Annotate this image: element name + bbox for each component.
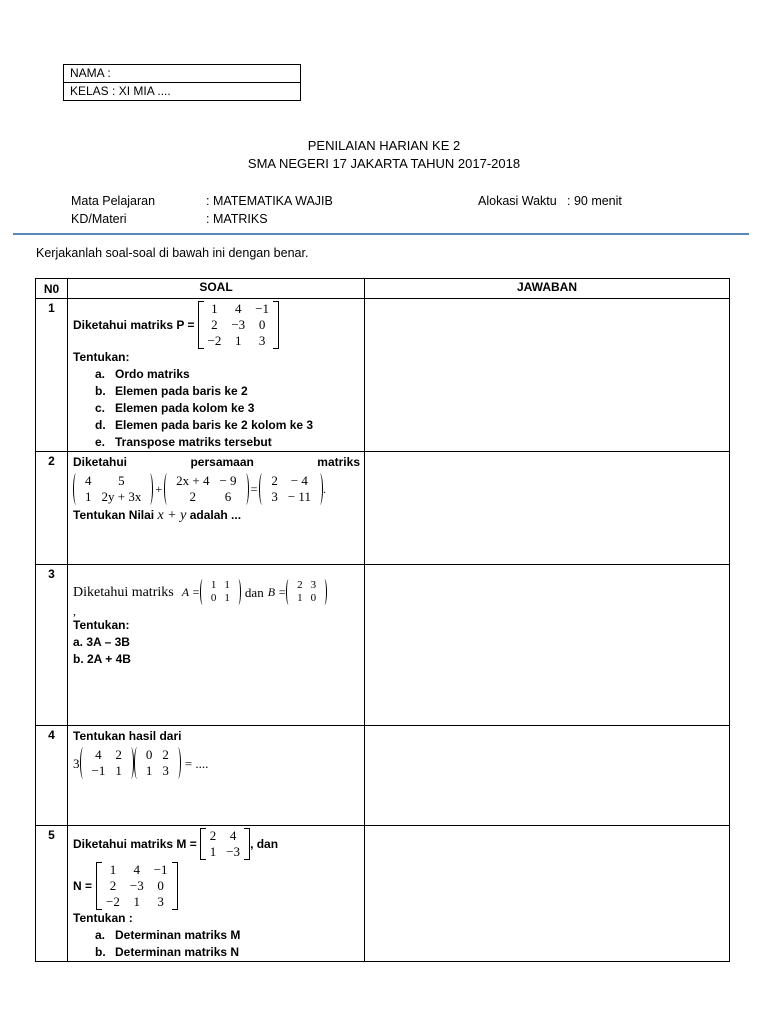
q2-matrix-2: 2x + 4 − 9 2 6 <box>164 473 248 505</box>
q3-dan: dan <box>244 584 264 600</box>
kd-value: : MATRIKS <box>206 212 268 226</box>
q2-soal <box>68 452 365 565</box>
q3-matrix-b: 2 3 1 0 <box>286 579 327 605</box>
list-item: b. 2A + 4B <box>73 652 131 666</box>
q1-tentukan: Tentukan: <box>73 350 130 364</box>
q5-answer-cell[interactable] <box>365 826 730 962</box>
q4-matrix-1: 4 2 −1 1 <box>80 747 134 779</box>
table-row <box>36 726 730 826</box>
table-row <box>36 826 730 962</box>
q3-matrix-a: 1 1 0 1 <box>200 579 241 605</box>
list-item: e. Transpose matriks tersebut <box>95 435 272 449</box>
identity-box <box>63 64 301 101</box>
q5-list <box>73 927 360 961</box>
q4-intro: Tentukan hasil dari <box>73 729 182 743</box>
q1-intro: Diketahui matriks P = <box>73 317 195 332</box>
subject-value: : MATEMATIKA WAJIB <box>206 194 333 208</box>
q2-equals: = <box>250 481 258 496</box>
table-row <box>36 299 730 452</box>
time-value: : 90 menit <box>567 194 622 208</box>
list-item: b. Elemen pada baris ke 2 <box>95 384 248 398</box>
col-no-header: N0 <box>36 279 68 299</box>
q1-list <box>73 366 360 451</box>
q1-matrix-p: 1 4 −1 2 −3 0 −2 1 3 <box>198 301 280 349</box>
q3-comma: , <box>73 604 76 618</box>
q3-number: 3 <box>36 565 68 726</box>
q1-soal <box>68 299 365 452</box>
q3-tentukan: Tentukan: <box>73 618 130 632</box>
q2-answer-cell[interactable] <box>365 452 730 565</box>
q5-number: 5 <box>36 826 68 962</box>
q2-matrix-3: 2 − 4 3 − 11 <box>259 473 323 505</box>
nama-field[interactable]: NAMA : <box>70 66 111 80</box>
q2-ask-pre: Tentukan Nilai <box>73 508 155 522</box>
q2-plus: + <box>155 481 163 496</box>
subject-label: Mata Pelajaran <box>71 194 156 208</box>
q3-intro: Diketahui matriks <box>73 584 174 600</box>
col-jawaban-header: JAWABAN <box>365 279 730 299</box>
list-item: a. Determinan matriks M <box>95 928 241 942</box>
table-header-row <box>36 279 730 299</box>
question-table <box>35 278 730 962</box>
q4-soal <box>68 726 365 826</box>
q5-intro: Diketahui matriks M = <box>73 836 197 851</box>
q5-n-label: N = <box>73 878 93 893</box>
q2-word2: persamaan <box>190 455 254 469</box>
q4-answer-cell[interactable] <box>365 726 730 826</box>
q4-number: 4 <box>36 726 68 826</box>
kelas-field[interactable]: KELAS : XI MIA .... <box>64 82 300 100</box>
q5-soal <box>68 826 365 962</box>
col-soal-header: SOAL <box>68 279 365 299</box>
q4-matrix-2: 0 2 1 3 <box>134 747 181 779</box>
q2-ask-post: adalah ... <box>189 508 242 522</box>
q2-dot: . <box>322 481 326 496</box>
instruction: Kerjakanlah soal-soal di bawah ini dengan benar. <box>36 246 309 260</box>
q3-soal <box>68 565 365 726</box>
q5-tentukan: Tentukan : <box>73 911 133 925</box>
q4-tail: = .... <box>184 755 209 771</box>
q4-scalar: 3 <box>73 755 80 771</box>
q3-answer-cell[interactable] <box>365 565 730 726</box>
q3-a-label: A = <box>181 584 200 599</box>
q2-matrix-1: 4 5 1 2y + 3x <box>73 473 153 505</box>
q2-number: 2 <box>36 452 68 565</box>
list-item: d. Elemen pada baris ke 2 kolom ke 3 <box>95 418 314 432</box>
q5-dan: , dan <box>250 836 279 851</box>
time-label: Alokasi Waktu <box>478 194 557 208</box>
table-row <box>36 452 730 565</box>
list-item: c. Elemen pada kolom ke 3 <box>95 401 255 415</box>
list-item: a. 3A – 3B <box>73 635 130 649</box>
q2-word3: matriks <box>317 455 360 469</box>
q5-matrix-n: 1 4 −1 2 −3 0 −2 1 3 <box>96 862 178 910</box>
kd-label: KD/Materi <box>71 212 127 226</box>
list-item: a. Ordo matriks <box>95 367 190 381</box>
header-divider <box>13 233 749 235</box>
header-line2: SMA NEGERI 17 JAKARTA TAHUN 2017-2018 <box>247 156 521 171</box>
q1-answer-cell[interactable] <box>365 299 730 452</box>
table-row <box>36 565 730 726</box>
header-line1: PENILAIAN HARIAN KE 2 <box>307 138 461 153</box>
q1-number: 1 <box>36 299 68 452</box>
q5-matrix-m: 2 4 1 −3 <box>200 828 250 860</box>
q2-word1: Diketahui <box>73 455 128 469</box>
q2-ask-expr: x + y <box>157 508 187 523</box>
list-item: b. Determinan matriks N <box>95 945 240 959</box>
q3-b-label: B = <box>267 584 287 599</box>
